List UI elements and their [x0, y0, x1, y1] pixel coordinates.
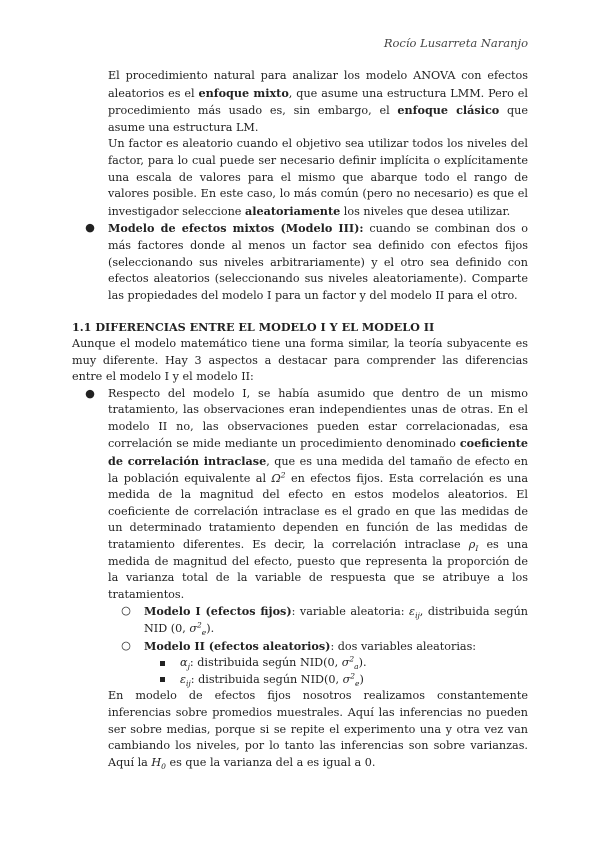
paragraph-random-factor: [72, 136, 528, 220]
bullet-differences: [72, 386, 528, 604]
sub-bullet-model-2: [72, 638, 528, 656]
alpha-symbol: [180, 656, 190, 672]
subscript: ij: [415, 611, 420, 621]
h0-symbol: [151, 756, 166, 769]
sub-sub-bullet-text: [180, 655, 528, 672]
text: en efectos fijos. Esta correlación es una medida de la magnitud del efecto en estos modelos aleatorios. El coeficiente de correlación intraclase es el grado en que las medidas de un determinado tratamiento dependen en función de las medidas de tratamiento diferentes. Es decir, la correlación intraclase: [108, 471, 528, 552]
epsilon-symbol: [180, 672, 191, 689]
text: El procedimiento natural para analizar los modelo ANOVA con efectos aleatorios es el: [108, 69, 528, 100]
bold-text: Modelo de efectos mixtos (Modelo III):: [108, 221, 364, 236]
subscript: ij: [186, 679, 191, 689]
paragraph-inferences: [72, 688, 528, 771]
bold-text: Modelo II (efectos aleatorios): [144, 638, 331, 653]
bullet-mixed-model: [72, 220, 528, 304]
sub-sub-bullet-text: [180, 672, 528, 689]
text: es que la varianza del a es igual a 0.: [165, 755, 376, 769]
text: , que asume una estructura LMM. Pero el procedimiento más usado es, sin embargo, el: [108, 86, 528, 118]
text: Respecto del modelo I, se había asumido que dentro de un mismo tratamiento, las observaciones eran independientes unas de otras. En el modelo II no, las observaciones pueden estar correlacionadas, esa correlación se mide mediante un procedimiento denominado: [108, 386, 528, 451]
symbol: Ω: [271, 471, 281, 485]
subscript: 0: [161, 761, 166, 771]
epsilon-symbol: [409, 605, 420, 621]
symbol: ρ: [468, 538, 476, 552]
section-intro: Aunque el modelo matemático tiene una forma similar, la teoría subyacente es muy diferente. Hay 3 aspectos a destacar para comprender las diferencias entre el modelo I y el modelo II:: [72, 336, 528, 384]
symbol: ε: [409, 605, 416, 619]
sigma-symbol: [341, 654, 359, 672]
sub-sub-bullet-epsilon: [72, 672, 528, 689]
paragraph-lm-approach: [72, 68, 528, 136]
subscript: j: [187, 662, 190, 672]
square-bullet-icon: [144, 672, 180, 689]
text: : dos variables aleatorias:: [330, 639, 477, 653]
text: ): [359, 672, 364, 686]
sub-sub-bullet-alpha: [72, 655, 528, 672]
bullet-text: [108, 220, 528, 304]
sub-bullet-marker: ○: [121, 604, 131, 618]
text: : distribuida según NID(0,: [189, 656, 342, 670]
text: , que es una medida del tamaño de efecto en la población equivalente al: [108, 455, 528, 485]
text: ).: [358, 656, 367, 670]
bullet-text: [108, 386, 528, 604]
text: En modelo de efectos fijos nosotros realizamos constantemente inferencias sobre promedios muestrales. Aquí las inferencias no pueden ser sobre medias, porque si se repite el experimento una y otra vez van cambiando los niveles, por lo tanto las inferencias son sobre varianzas. Aquí la: [108, 689, 528, 769]
bold-text: enfoque mixto: [198, 85, 289, 100]
superscript: 2: [196, 620, 202, 630]
text: ).: [206, 622, 215, 635]
text: : distribuida según NID(0,: [190, 672, 343, 686]
subscript: I: [475, 544, 479, 554]
page-content: [72, 68, 528, 771]
sigma-symbol: [189, 620, 207, 638]
text: , distribuida según NID (0,: [144, 605, 529, 635]
text: : variable aleatoria:: [291, 605, 410, 619]
sub-bullet-text: [144, 638, 528, 656]
sub-bullet-text: [144, 603, 528, 637]
text: los niveles que desea utilizar.: [340, 204, 511, 218]
rho-symbol: [468, 538, 479, 554]
text: cuando se combinan dos o más factores donde al menos un factor sea definido con efectos fijos (seleccionando sus niveles arbitrariamente) y el otro sea definido con efectos aleatorios (seleccionando sus niveles aleatoriamente). Comparte las propiedades del modelo I para un factor y del modelo II para el otro.: [108, 222, 528, 302]
subscript: e: [355, 679, 360, 689]
subscript: e: [201, 628, 207, 638]
sigma-symbol: [342, 671, 360, 689]
bold-text: coeficiente de correlación intraclase: [108, 436, 528, 469]
symbol: α: [180, 656, 188, 670]
square-bullet-icon: [144, 655, 180, 672]
bold-text: enfoque clásico: [397, 103, 500, 118]
page-header-author: Rocío Lusarreta Naranjo: [383, 36, 528, 50]
text: es una medida de magnitud del efecto, puesto que representa la proporción de la varianza total de la variable de respuesta que se atribuye a los tratamientos.: [108, 538, 528, 601]
bullet-marker: ●: [85, 221, 95, 235]
sub-bullet-model-1: [72, 603, 528, 637]
bold-text: aleatoriamente: [244, 203, 341, 218]
text: Un factor es aleatorio cuando el objetivo sea utilizar todos los niveles del factor, para lo cual puede ser necesario definir implícita o explícitamente una escala de valores para el mismo que abarque todo el rango de valores posible. En este caso, lo más común (pero no necesario) es que el investigador seleccione: [108, 137, 528, 218]
symbol: σ: [341, 656, 350, 670]
subscript: a: [354, 662, 359, 672]
symbol: H: [151, 755, 162, 769]
bold-text: Modelo I (efectos fijos): [144, 604, 292, 619]
symbol: σ: [342, 672, 351, 686]
text: que asume una estructura LM.: [108, 104, 528, 134]
omega-symbol: [271, 469, 286, 485]
sub-bullet-marker: ○: [121, 638, 131, 652]
section-heading: 1.1 DIFERENCIAS ENTRE EL MODELO I Y EL MODELO II: [72, 320, 435, 335]
superscript: 2: [280, 469, 286, 479]
symbol: σ: [189, 622, 197, 635]
bullet-marker: ●: [85, 386, 95, 400]
superscript: 2: [350, 671, 355, 681]
symbol: ε: [180, 672, 187, 686]
superscript: 2: [349, 654, 355, 664]
